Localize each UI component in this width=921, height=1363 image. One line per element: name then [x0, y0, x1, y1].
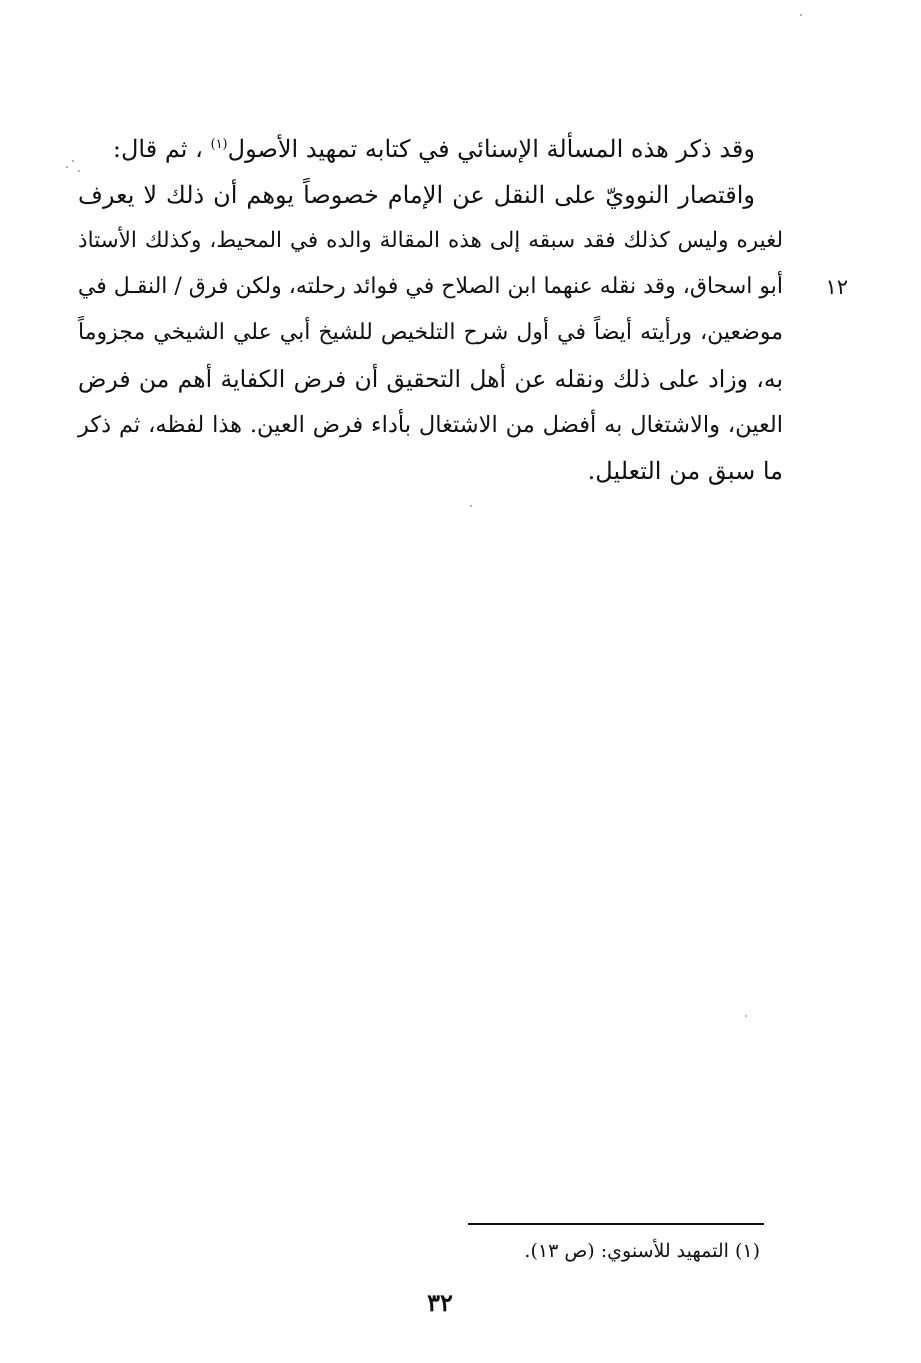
scan-speck: [66, 166, 68, 168]
footnote-reference-mark: (١): [210, 137, 228, 152]
text-line-1-start: وقد ذكر هذه المسألة الإسنائي في كتابه تمهيد الأصول: [227, 135, 755, 163]
text-line-4: أبو اسحاق، وقد نقله عنهما ابن الصلاح في فوائد رحلته، ولكن فرق / النقـل في: [77, 274, 783, 299]
scan-speck: [800, 14, 802, 16]
text-line-3: لغيره وليس كذلك فقد سبقه إلى هذه المقالة والده في المحيط، وكذلك الأستاذ: [78, 228, 783, 253]
text-line-1: [78, 126, 783, 172]
footnote-separator: [468, 1223, 764, 1225]
text-line-6: به، وزاد على ذلك ونقله عن أهل التحقيق أن فرض الكفاية أهم من فرض: [78, 365, 783, 393]
margin-line-number: ١٢: [825, 275, 848, 299]
text-line-1-end: ، ثم قال:: [112, 135, 203, 163]
scan-speck: [745, 1015, 747, 1017]
scan-speck: [78, 170, 80, 172]
scan-speck: [470, 505, 472, 507]
main-text-block: [78, 126, 783, 494]
text-line-8: ما سبق من التعليل.: [587, 457, 783, 485]
scan-speck: [72, 160, 74, 162]
text-line-2: واقتصار النوويّ على النقل عن الإمام خصوصاً يوهم أن ذلك لا يعرف: [78, 181, 755, 209]
text-line-5: موضعين، ورأيته أيضاً في أول شرح التلخيص للشيخ أبي علي الشيخي مجزوماً: [78, 320, 783, 345]
text-line-7: العين، والاشتغال به أفضل من الاشتغال بأداء فرض العين. هذا لفظه، ثم ذكر: [78, 412, 783, 438]
page-number: ٣٢: [427, 1288, 453, 1317]
footnote: (١) التمهيد للأسنوي: (ص ١٣).: [524, 1240, 760, 1262]
